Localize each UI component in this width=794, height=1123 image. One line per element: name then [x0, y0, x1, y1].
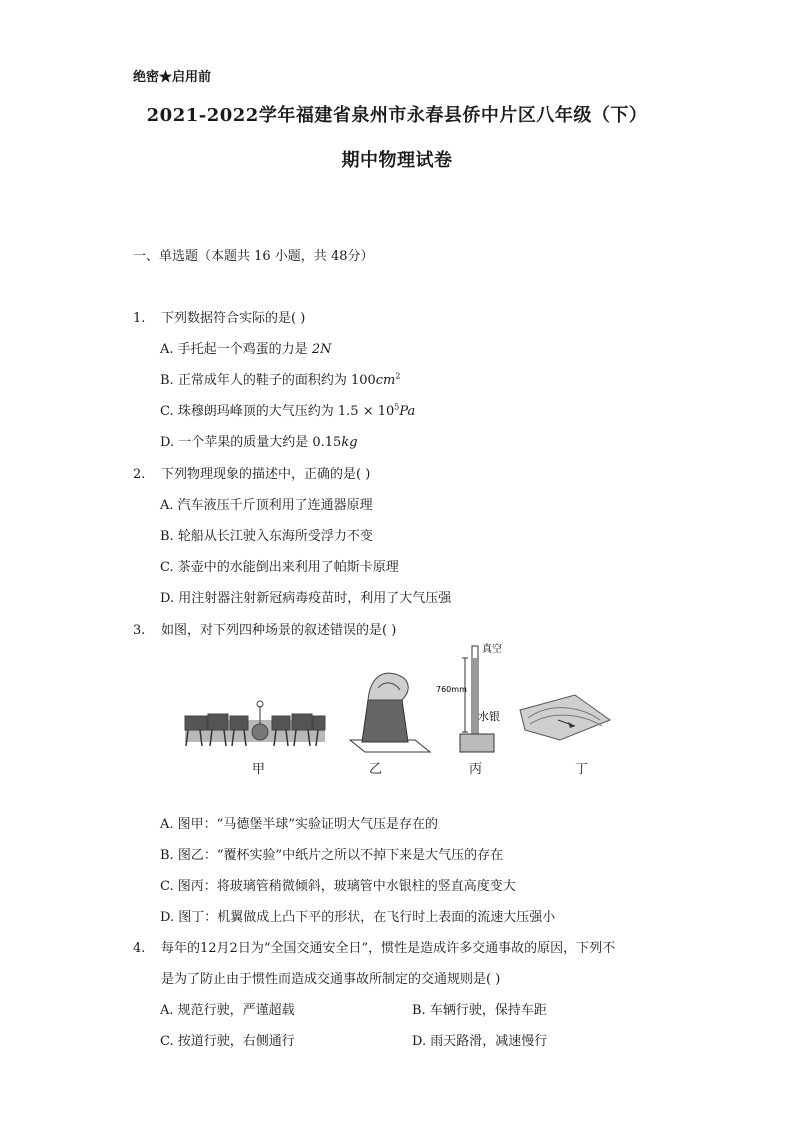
figure-caption-yi: 乙: [369, 762, 383, 777]
option-1d: D. 一个苹果的质量大约是 0.15kg: [160, 435, 358, 450]
question-number: 4.: [133, 941, 146, 956]
label-760mm: 760mm: [436, 685, 467, 694]
option-4c: C. 按道行驶，右侧通行: [160, 1034, 295, 1049]
option-4a: A. 规范行驶，严谨超载: [160, 1003, 295, 1018]
question-3-figure: [180, 640, 620, 775]
option-4b: B. 车辆行驶，保持车距: [412, 1003, 547, 1018]
question-3: [133, 619, 396, 638]
option-3b: B. 图乙：“覆杯实验”中纸片之所以不掉下来是大气压的存在: [160, 848, 504, 863]
option-1c: C. 珠穆朗玛峰顶的大气压约为 $1.5 \times 10^5Pa$: [160, 402, 416, 419]
figure-caption-bing: 丙: [469, 762, 483, 777]
option-4d: D. 雨天路滑，减速慢行: [412, 1034, 548, 1049]
question-stem: 如图，对下列四种场景的叙述错误的是( ): [161, 623, 397, 638]
secret-label: 绝密★启用前: [133, 70, 212, 85]
question-number: 3.: [133, 623, 146, 638]
question-number: 1.: [133, 311, 146, 326]
option-2c: C. 茶壶中的水能倒出来利用了帕斯卡原理: [160, 560, 399, 575]
question-stem: 下列物理现象的描述中，正确的是( ): [161, 467, 371, 482]
label-mercury: 水银: [478, 710, 500, 723]
option-3c: C. 图丙：将玻璃管稍微倾斜，玻璃管中水银柱的竖直高度变大: [160, 879, 516, 894]
label-vacuum: 真空: [482, 644, 502, 655]
question-stem: 下列数据符合实际的是( ): [161, 311, 306, 326]
question-1: [133, 307, 305, 326]
inverted-cup-illustration: [350, 673, 430, 752]
exam-title-line2: 期中物理试卷: [341, 150, 453, 171]
figure-caption-jia: 甲: [252, 762, 266, 777]
option-2d: D. 用注射器注射新冠病毒疫苗时，利用了大气压强: [160, 591, 452, 606]
question-4: [133, 937, 615, 956]
option-3a: A. 图甲：“马德堡半球”实验证明大气压是存在的: [160, 817, 438, 832]
question-number: 2.: [133, 467, 146, 482]
torricelli-tube-illustration: [436, 642, 502, 752]
question-2: [133, 463, 370, 482]
option-2a: A. 汽车液压千斤顶利用了连通器原理: [160, 498, 373, 513]
exam-title-line1: 2021-2022学年福建省泉州市永春县侨中片区八年级（下）: [146, 105, 648, 126]
figure-caption-ding: 丁: [575, 762, 589, 777]
option-1a: A. 手托起一个鸡蛋的力是 2N: [160, 342, 332, 357]
magdeburg-hemispheres-illustration: [185, 701, 325, 746]
wing-airflow-illustration: [520, 695, 610, 740]
question-4-stem-line2: 是为了防止由于惯性而造成交通事故所制定的交通规则是( ): [161, 972, 501, 987]
option-3d: D. 图丁：机翼做成上凸下平的形状，在飞行时上表面的流速大压强小: [160, 910, 556, 925]
section-heading: 一、单选题（本题共 16 小题，共 48分）: [133, 249, 374, 264]
option-1b: B. 正常成年人的鞋子的面积约为 $100cm^2$: [160, 371, 401, 388]
option-2b: B. 轮船从长江驶入东海所受浮力不变: [160, 529, 373, 544]
question-stem-line1: 每年的12月2日为“全国交通安全日”，惯性是造成许多交通事故的原因，下列不: [161, 941, 616, 956]
